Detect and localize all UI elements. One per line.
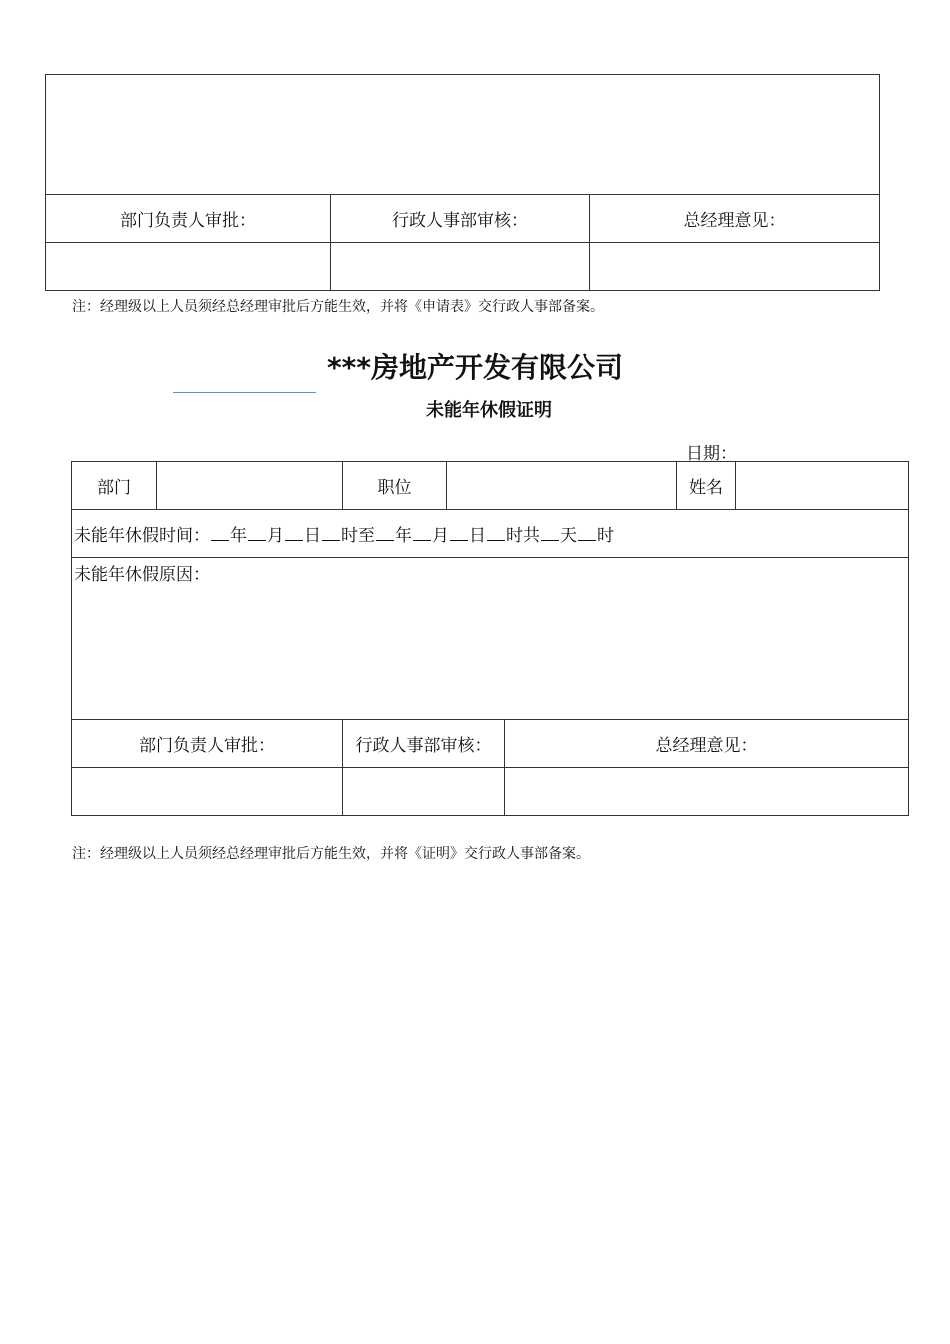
unused-leave-certificate-table xyxy=(71,461,909,816)
hr-review-field[interactable] xyxy=(331,243,590,291)
hr-review-field[interactable] xyxy=(343,768,505,816)
blank-hour[interactable] xyxy=(322,526,340,541)
gm-opinion-label: 总经理意见： xyxy=(590,195,880,243)
form1-note: 注：经理级以上人员须经总经理审批后方能生效，并将《申请表》交行政人事部备案。 xyxy=(72,299,604,315)
date-label: 日期： xyxy=(686,444,737,464)
unit-year: 年 xyxy=(230,526,247,546)
unit-end-month: 月 xyxy=(432,526,449,546)
blank-hours[interactable] xyxy=(578,526,596,541)
blank-end-hour[interactable] xyxy=(487,526,505,541)
unit-day: 日 xyxy=(304,526,321,546)
leave-reason-label: 未能年休假原因： xyxy=(74,565,210,585)
unit-hours: 时 xyxy=(597,526,614,546)
dept-head-approval-label: 部门负责人审批： xyxy=(46,195,331,243)
divider-line xyxy=(173,392,316,393)
dept-field[interactable] xyxy=(157,462,343,510)
unit-hour-to: 时至 xyxy=(341,526,375,546)
position-label: 职位 xyxy=(343,462,447,510)
unit-end-day: 日 xyxy=(469,526,486,546)
application-approval-table xyxy=(45,74,880,291)
dept-head-approval-label: 部门负责人审批： xyxy=(72,720,343,768)
dept-head-approval-field[interactable] xyxy=(72,768,343,816)
hr-review-label: 行政人事部审核： xyxy=(331,195,590,243)
unit-days: 天 xyxy=(560,526,577,546)
dept-label: 部门 xyxy=(72,462,157,510)
form-title: 未能年休假证明 xyxy=(426,400,552,421)
company-title: ***房地产开发有限公司 xyxy=(327,351,623,384)
gm-opinion-label: 总经理意见： xyxy=(505,720,909,768)
blank-days[interactable] xyxy=(541,526,559,541)
gm-opinion-field[interactable] xyxy=(505,768,909,816)
form2-note: 注：经理级以上人员须经总经理审批后方能生效，并将《证明》交行政人事部备案。 xyxy=(72,846,590,862)
blank-end-day[interactable] xyxy=(450,526,468,541)
blank-year[interactable] xyxy=(211,526,229,541)
leave-reason-field[interactable] xyxy=(72,558,909,720)
position-field[interactable] xyxy=(447,462,677,510)
leave-time-row xyxy=(72,510,909,558)
leave-time-label: 未能年休假时间： xyxy=(74,526,210,546)
unit-hour-total: 时共 xyxy=(506,526,540,546)
name-field[interactable] xyxy=(736,462,909,510)
hr-review-label: 行政人事部审核： xyxy=(343,720,505,768)
blank-month[interactable] xyxy=(248,526,266,541)
name-label: 姓名 xyxy=(677,462,736,510)
blank-end-year[interactable] xyxy=(376,526,394,541)
reason-area-continued[interactable] xyxy=(46,75,880,195)
gm-opinion-field[interactable] xyxy=(590,243,880,291)
blank-day[interactable] xyxy=(285,526,303,541)
dept-head-approval-field[interactable] xyxy=(46,243,331,291)
blank-end-month[interactable] xyxy=(413,526,431,541)
unit-end-year: 年 xyxy=(395,526,412,546)
unit-month: 月 xyxy=(267,526,284,546)
